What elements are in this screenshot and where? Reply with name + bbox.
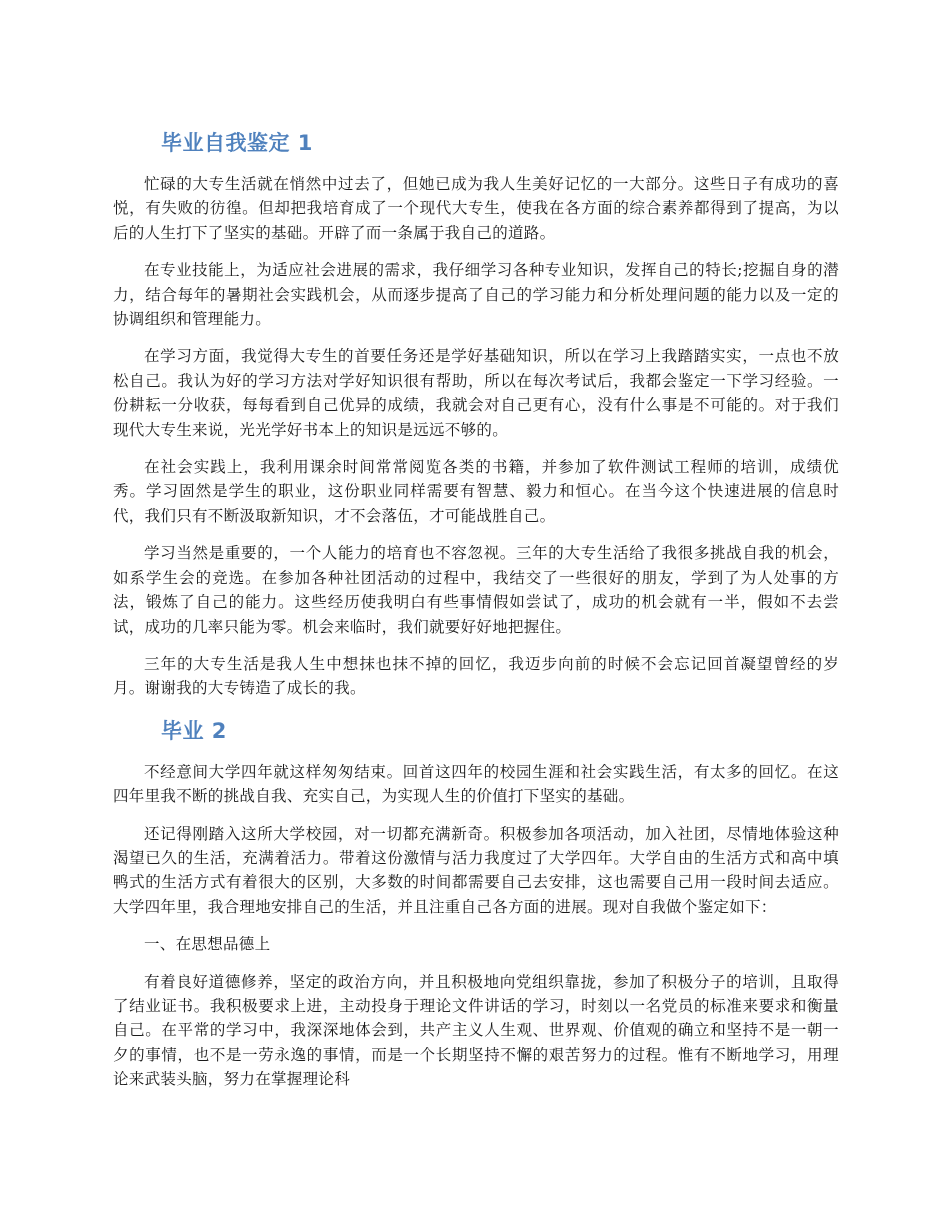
section-2-subheading: 一、在思想品德上 [144, 935, 271, 954]
section-1-paragraph: 在专业技能上，为适应社会进展的需求，我仔细学习各种专业知识，发挥自己的特长;挖掘自身的潜力，结合每年的暑期社会实践机会，从而逐步提高了自己的学习能力和分析处理问题的能力以及一定的协调组织和管理能力。 [113, 261, 839, 329]
section-1-paragraph: 学习当然是重要的，一个人能力的培育也不容忽视。三年的大专生活给了我很多挑战自我的机会，如系学生会的竞选。在参加各种社团活动的过程中，我结交了一些很好的朋友，学到了为人处事的方法，锻炼了自己的能力。这些经历使我明白有些事情假如尝试了，成功的机会就有一半，假如不去尝试，成功的几率只能为零。机会来临时，我们就要好好地把握住。 [113, 544, 839, 636]
section-1-title: 毕业自我鉴定 1 [161, 131, 313, 155]
section-2-title: 毕业 2 [161, 718, 227, 743]
section-2-paragraph: 不经意间大学四年就这样匆匆结束。回首这四年的校园生涯和社会实践生活，有太多的回忆。在这四年里我不断的挑战自我、充实自己，为实现人生的价值打下坚实的基础。 [113, 762, 839, 806]
document-body [113, 126, 839, 1105]
section-1-paragraph: 忙碌的大专生活就在悄然中过去了，但她已成为我人生美好记忆的一大部分。这些日子有成功的喜悦，有失败的彷徨。但却把我培育成了一个现代大专生，使我在各方面的综合素养都得到了提高，为以后的人生打下了坚实的基础。开辟了而一条属于我自己的道路。 [113, 175, 839, 242]
section-2-paragraph: 还记得刚踏入这所大学校园，对一切都充满新奇。积极参加各项活动，加入社团，尽情地体验这种渴望已久的生活，充满着活力。带着这份激情与活力我度过了大学四年。大学自由的生活方式和高中填鸭式的生活方式有着很大的区别，大多数的时间都需要自己去安排，这也需要自己用一段时间去适应。大学四年里，我合理地安排自己的生活，并且注重自己各方面的进展。现对自我做个鉴定如下： [113, 824, 839, 916]
section-1-paragraph: 在社会实践上，我利用课余时间常常阅览各类的书籍，并参加了软件测试工程师的培训，成绩优秀。学习固然是学生的职业，这份职业同样需要有智慧、毅力和恒心。在当今这个快速进展的信息时代，我们只有不断汲取新知识，才不会落伍，才可能战胜自己。 [113, 458, 839, 525]
section-2-paragraph: 有着良好道德修养，坚定的政治方向，并且积极地向党组织靠拢，参加了积极分子的培训，且取得了结业证书。我积极要求上进，主动投身于理论文件讲话的学习，时刻以一名党员的标准来要求和衡量自己。在平常的学习中，我深深地体会到，共产主义人生观、世界观、价值观的确立和坚持不是一朝一夕的事情，也不是一劳永逸的事情，而是一个长期坚持不懈的艰苦努力的过程。惟有不断地学习，用理论来武装头脑，努力在掌握理论科 [113, 972, 839, 1089]
section-1-paragraph: 在学习方面，我觉得大专生的首要任务还是学好基础知识，所以在学习上我踏踏实实，一点也不放松自己。我认为好的学习方法对学好知识很有帮助，所以在每次考试后，我都会鉴定一下学习经验。一份耕耘一分收获，每每看到自己优异的成绩，我就会对自己更有心，没有什么事是不可能的。对于我们现代大专生来说，光光学好书本上的知识是远远不够的。 [113, 347, 839, 439]
section-1-paragraph: 三年的大专生活是我人生中想抹也抹不掉的回忆，我迈步向前的时候不会忘记回首凝望曾经的岁月。谢谢我的大专铸造了成长的我。 [113, 654, 839, 698]
